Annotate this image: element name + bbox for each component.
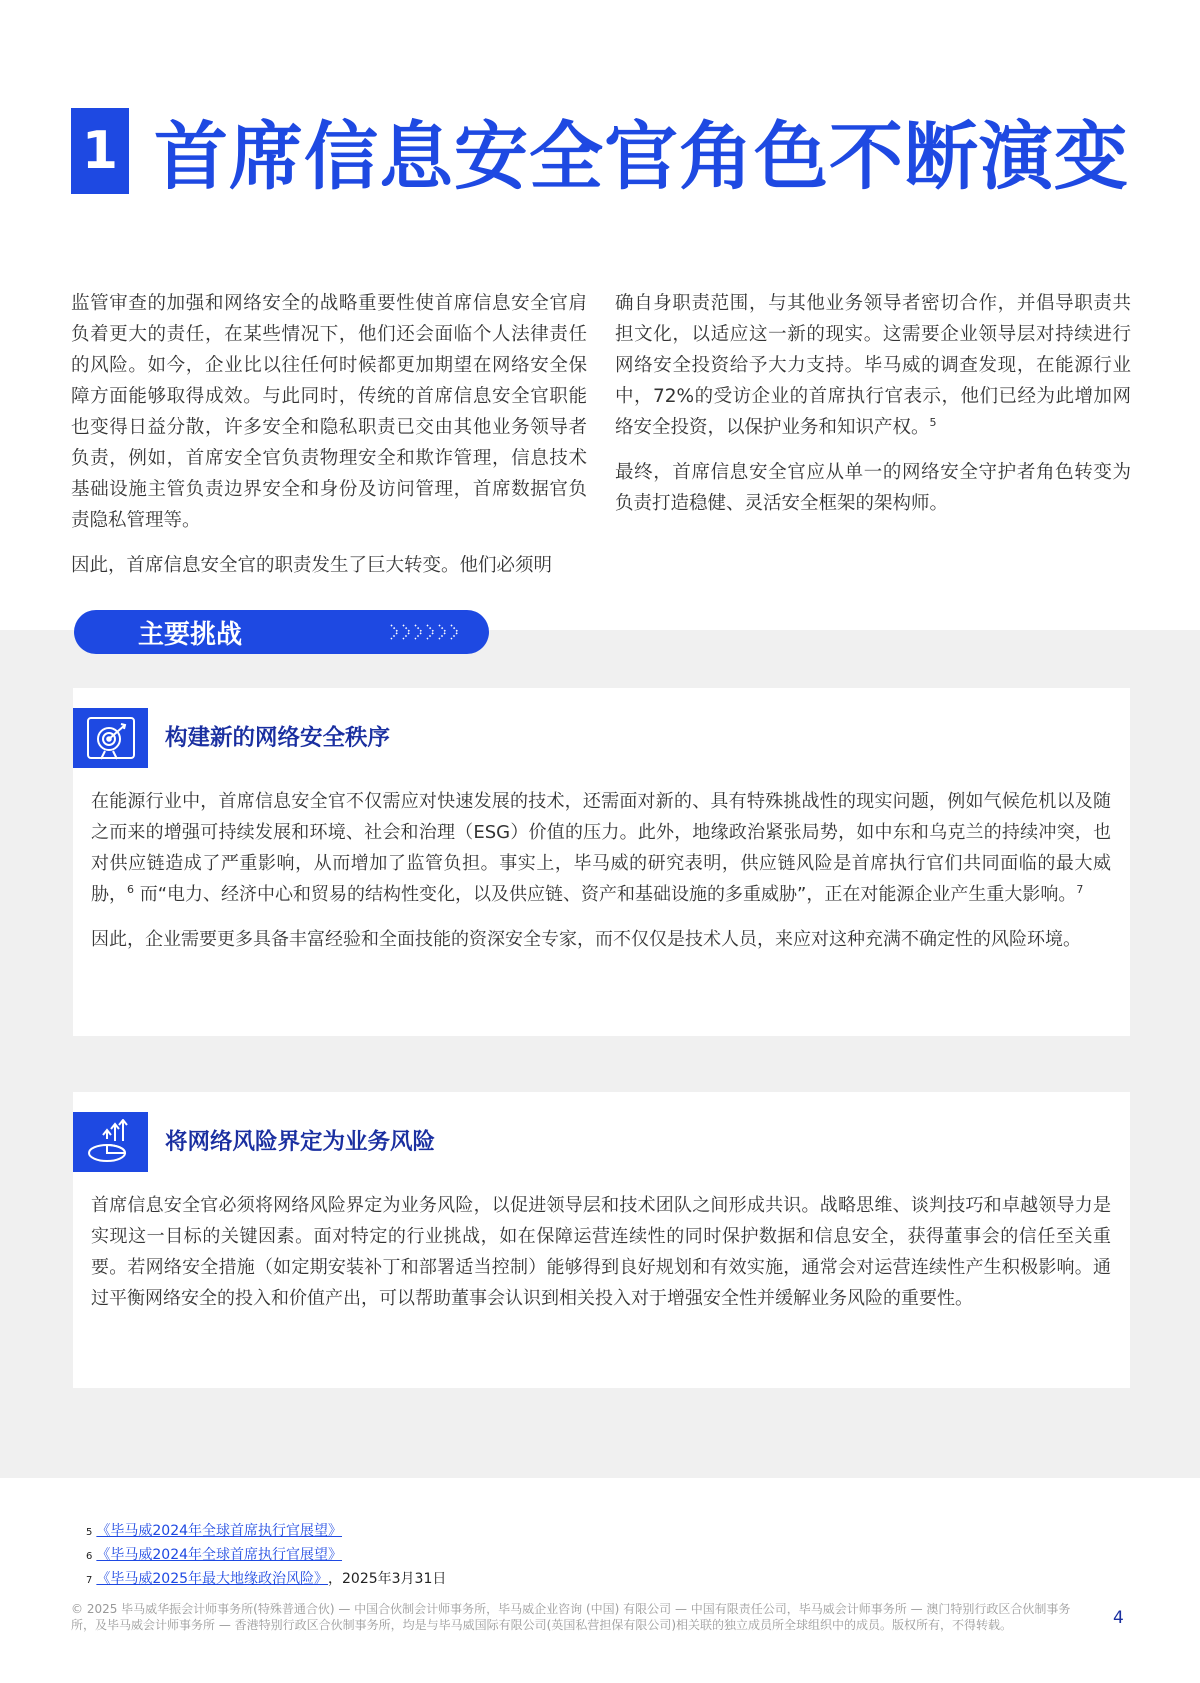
footnote-link[interactable]: 《毕马威2024年全球首席执行官展望》	[96, 1523, 343, 1539]
intro-paragraph: 监管审查的加强和网络安全的战略重要性使首席信息安全官肩负着更大的责任，在某些情况下，他们还会面临个人法律责任的风险。如今，企业比以往任何时候都更加期望在网络安全保障方面能够取得成效。与此同时，传统的首席信息安全官职能也变得日益分散，许多安全和隐私职责已交由其他业务领导者负责，例如，首席安全官负责物理安全和欺诈管理，信息技术基础设施主管负责边界安全和身份及访问管理，首席数据官负责隐私管理等。	[71, 293, 587, 531]
paragraph-text: 而“电力、经济中心和贸易的结构性变化，以及供应链、资产和基础设施的多重威胁”，正在对能源企业产生重大影响。	[134, 884, 1077, 905]
key-challenges-label: 主要挑战	[138, 619, 243, 650]
footnote-ref[interactable]: 6	[127, 883, 134, 896]
challenge-card	[73, 1092, 1130, 1388]
footnote	[86, 1520, 446, 1544]
page-number: 4	[1113, 1608, 1124, 1628]
section-title: 首席信息安全官角色不断演变	[154, 114, 1129, 200]
section-number-badge: 1	[71, 108, 129, 194]
intro-right-column	[615, 288, 1131, 533]
paragraph-text: 在能源行业中，首席信息安全官不仅需应对快速发展的技术，还需面对新的、具有特殊挑战性的现实问题，例如气候危机以及随之而来的增强可持续发展和环境、社会和治理（ESG）价值的压力。此外，地缘政治紧张局势，如中东和乌克兰的持续冲突，也对供应链造成了严重影响，从而增加了监管负担。事实上，毕马威的研究表明，供应链风险是首席执行官们共同面临的最大威胁，	[91, 791, 1111, 905]
footnote-ref[interactable]: 5	[929, 415, 937, 429]
challenge-card	[73, 688, 1130, 1036]
footnotes	[86, 1520, 446, 1592]
footnote-ref[interactable]: 7	[1076, 883, 1084, 896]
copyright-notice: © 2025 毕马威华振会计师事务所(特殊普通合伙) — 中国合伙制会计师事务所，毕马威企业咨询 (中国) 有限公司 — 中国有限责任公司，毕马威会计师事务所 — 澳门特别行政区合伙制事务所，及毕马威会计师事务所 — 香港特别行政区合伙制事务所，均是与毕马威国际有限公司(英国私营担保有限公司)相关联的独立成员所全球组织中的成员。版权所有，不得转载。	[71, 1602, 1071, 1632]
key-challenges-banner	[74, 610, 489, 654]
footnote-number: 5	[86, 1527, 93, 1538]
card-paragraph: 首席信息安全官必须将网络风险界定为业务风险，以促进领导层和技术团队之间形成共识。战略思维、谈判技巧和卓越领导力是实现这一目标的关键因素。面对特定的行业挑战，如在保障运营连续性的同时保护数据和信息安全，获得董事会的信任至关重要。若网络安全措施（如定期安装补丁和部署适当控制）能够得到良好规划和有效实施，通常会对运营连续性产生积极影响。通过平衡网络安全的投入和价值产出，可以帮助董事会认识到相关投入对于增强安全性并缓解业务风险的重要性。	[91, 1195, 1111, 1309]
footnote	[86, 1544, 446, 1568]
intro-left-column	[71, 288, 587, 595]
pie-growth-icon	[85, 1119, 137, 1165]
target-cog-icon	[85, 715, 137, 761]
card-paragraph: 因此，企业需要更多具备丰富经验和全面技能的资深安全专家，而不仅仅是技术人员，来应对这种充满不确定性的风险环境。	[91, 929, 1081, 950]
card-icon-box	[73, 708, 148, 768]
card-title: 构建新的网络安全秩序	[165, 725, 391, 751]
card-title: 将网络风险界定为业务风险	[165, 1129, 436, 1155]
footnote-link[interactable]: 《毕马威2025年最大地缘政治风险》	[96, 1571, 329, 1587]
card-icon-box	[73, 1112, 148, 1172]
footnote-link[interactable]: 《毕马威2024年全球首席执行官展望》	[96, 1547, 343, 1563]
footnote-number: 7	[86, 1575, 93, 1586]
footnote	[86, 1568, 446, 1592]
intro-paragraph: 因此，首席信息安全官的职责发生了巨大转变。他们必须明	[71, 555, 553, 576]
paragraph-text: 确自身职责范围，与其他业务领导者密切合作，并倡导职责共担文化，以适应这一新的现实。这需要企业领导层对持续进行网络安全投资给予大力支持。毕马威的调查发现，在能源行业中，72%的受访企业的首席执行官表示，他们已经为此增加网络安全投资，以保护业务和知识产权。	[615, 293, 1131, 438]
card-body	[91, 1190, 1111, 1328]
footnote-number: 6	[86, 1551, 93, 1562]
footnote-suffix: ，2025年3月31日	[328, 1571, 447, 1587]
card-paragraph	[91, 786, 1111, 910]
card-body	[91, 786, 1111, 969]
intro-paragraph: 最终，首席信息安全官应从单一的网络安全守护者角色转变为负责打造稳健、灵活安全框架的架构师。	[615, 462, 1131, 514]
chevrons-icon	[389, 622, 469, 642]
intro-paragraph	[615, 288, 1131, 443]
